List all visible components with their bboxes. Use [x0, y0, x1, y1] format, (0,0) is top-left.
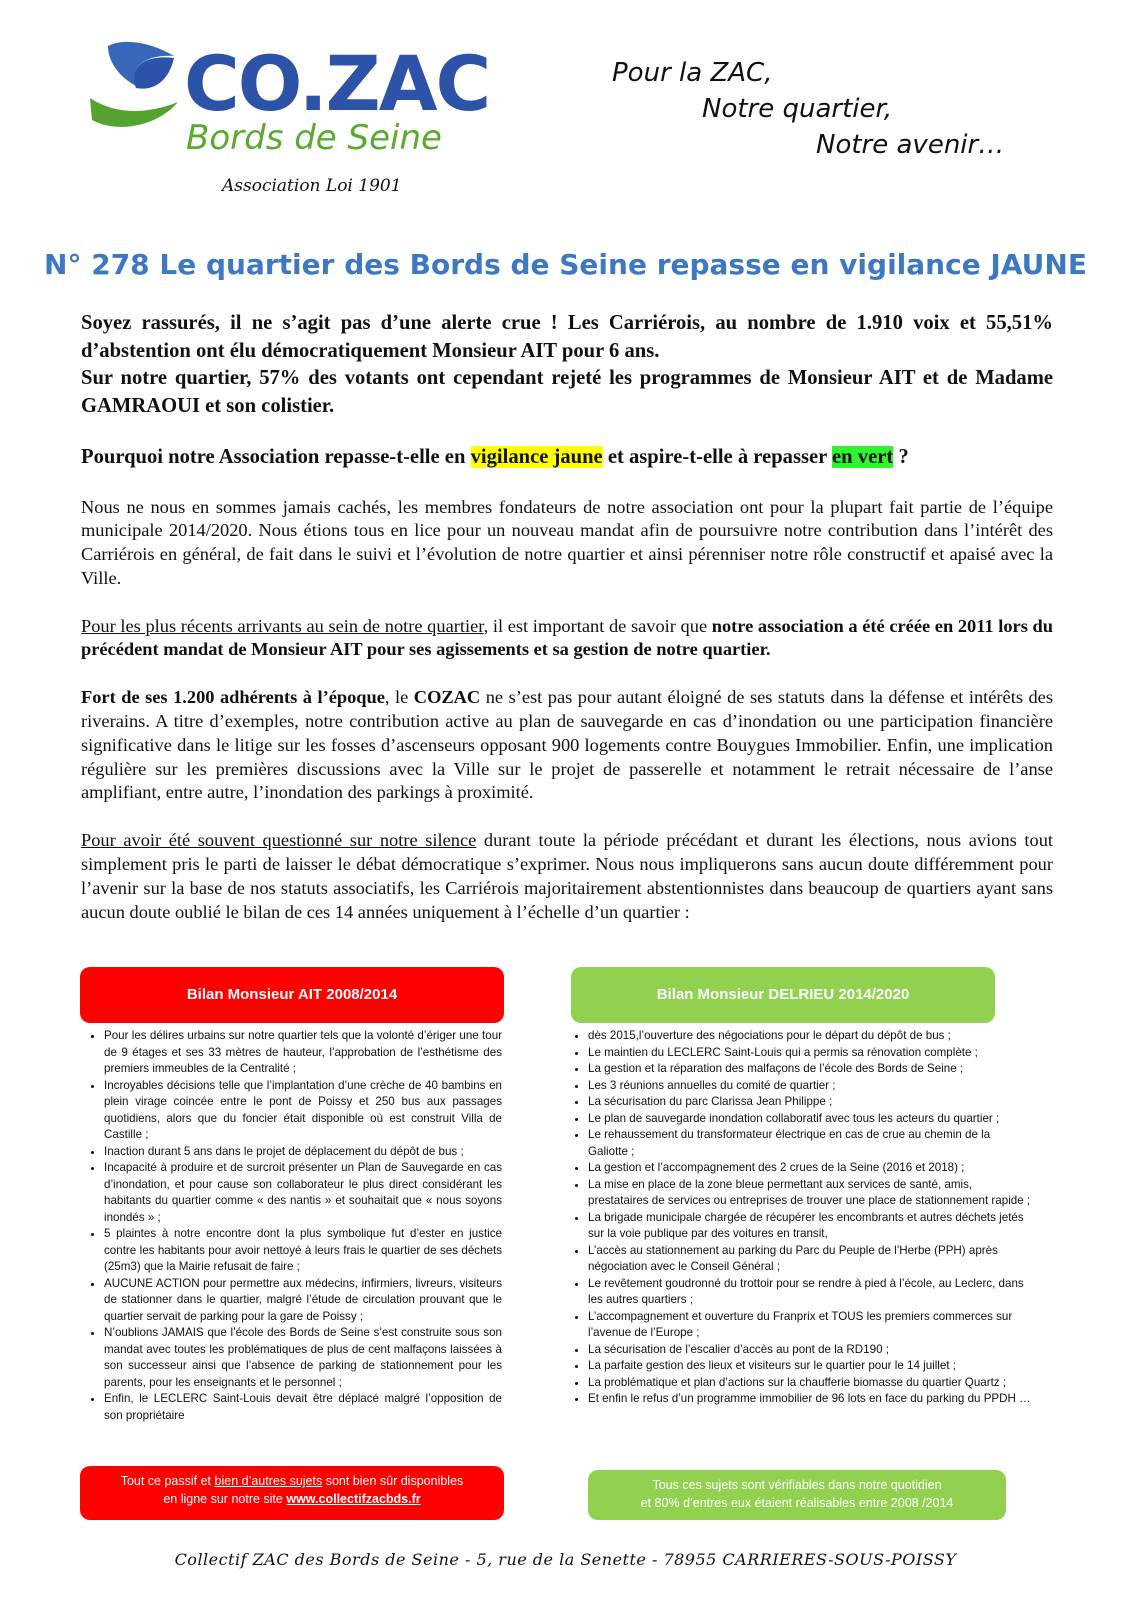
article-body	[81, 310, 1053, 948]
left-list-item: • Enfin, le LECLERC Saint-Louis devait être déplacé malgré l’opposition de son propriétaire	[104, 1391, 502, 1424]
tagline-line-3: Notre avenir…	[816, 130, 1005, 160]
left-list-item: • Incroyables décisions telle que l’implantation d’une crèche de 40 bambins en plein virage coincée entre le pont de Poissy et 250 bus aux passages quotidiens, alors que du foncier était disponible où est construit Villa de Castille ;	[104, 1078, 502, 1144]
right-list-item: • La sécurisation du parc Clarissa Jean Philippe ;	[588, 1094, 1032, 1111]
left-column-header: Bilan Monsieur AIT 2008/2014	[80, 967, 504, 1023]
logo-wordmark: CO.ZAC	[184, 39, 490, 128]
intro-line-2: Sur notre quartier, 57% des votants ont cependant rejeté les programmes de Monsieur AIT et de Madame GAMRAOUI et son colistier.	[81, 367, 1053, 417]
right-list-item: • Le plan de sauvegarde inondation collaboratif avec tous les acteurs du quartier ;	[588, 1111, 1032, 1128]
question-text-mid: et aspire-t-elle à repasser	[602, 446, 833, 468]
paragraph-3	[81, 686, 1053, 805]
right-list-item: • La gestion et la réparation des malfaçons de l’école des Bords de Seine ;	[588, 1061, 1032, 1078]
right-column-footer	[588, 1470, 1006, 1520]
left-list-item: • Incapacité à produire et de surcroit présenter un Plan de Sauvegarde en cas d’inondation, et pour cause son collaborateur le plus direct considérant les habitants du quartier comme « des nantis » et souhaitait que « nous soyons inondés » ;	[104, 1160, 502, 1226]
right-list-item: • La mise en place de la zone bleue permettant aux services de santé, amis, prestataires de services ou entreprises de trouver une place de stationnement rapide ;	[588, 1177, 1032, 1210]
tagline-line-1: Pour la ZAC,	[612, 58, 773, 88]
logo-subtitle: Bords de Seine	[186, 118, 442, 158]
right-column-list	[566, 1028, 1032, 1408]
intro-paragraph	[81, 310, 1053, 420]
page-title: N° 278 Le quartier des Bords de Seine repasse en vigilance JAUNE	[44, 248, 1087, 281]
paragraph-3-bold-1: Fort de ses 1.200 adhérents à l’époque	[81, 687, 385, 708]
right-list-item: • La brigade municipale chargée de récupérer les encombrants et autres déchets jetés sur la voie publique par des voitures en transit,	[588, 1210, 1032, 1243]
left-list-item: • Inaction durant 5 ans dans le projet de déplacement du dépôt de bus ;	[104, 1144, 502, 1161]
left-list-item: • 5 plaintes à notre encontre dont la plus symbolique fut d’ester en justice contre les habitants pour avoir nettoyé à leurs frais le quartier de ses déchets (25m3) que la Mairie refusait de faire ;	[104, 1226, 502, 1276]
left-list-item: • Pour les délires urbains sur notre quartier tels que la volonté d’ériger une tour de 9 étages et ses 33 mètres de hauteur, l’approbation de l’esthétisme des premiers immeubles de la Centralité ;	[104, 1028, 502, 1078]
left-footer-text-2: sont bien sûr disponibles	[322, 1474, 464, 1488]
left-column-list	[82, 1028, 502, 1424]
right-list-item: • Le revêtement goudronné du trottoir pour se rendre à pied à l’école, au Leclerc, dans les autres quartiers ;	[588, 1276, 1032, 1309]
right-column-header: Bilan Monsieur DELRIEU 2014/2020	[571, 967, 995, 1023]
paragraph-3-bold-2: COZAC	[413, 687, 481, 708]
question-paragraph	[81, 444, 1053, 472]
paragraph-2	[81, 615, 1053, 663]
highlight-green: en vert	[832, 446, 894, 468]
paragraph-3-text-1: , le	[384, 687, 414, 708]
paragraph-4-underline: Pour avoir été souvent questionné sur notre silence	[81, 830, 477, 851]
right-list-item: • Le maintien du LECLERC Saint-Louis qui a permis sa rénovation complète ;	[588, 1045, 1032, 1062]
right-list-item: • La problématique et plan d’actions sur la chaufferie biomasse du quartier Quartz ;	[588, 1375, 1032, 1392]
heart-swoosh-icon	[88, 36, 198, 136]
paragraph-2-bold: notre association a été créée en 2011 lors du précédent mandat de Monsieur AIT pour ses agissements et sa gestion de notre quartier.	[81, 615, 1053, 660]
logo-association: Association Loi 1901	[222, 176, 402, 196]
paragraph-3-text-2: ne s’est pas pour autant éloigné de ses statuts dans la défense et intérêts des riverains. A titre d’exemples, notre contribution active au plan de sauvegarde en cas d’inondation ou une participation financière significative dans le litige sur les fosses d’ascenseurs opposant 900 logements contre Bouygues Immobilier. Enfin, une implication régulière sur les premières discussions avec la Ville sur le projet de passerelle et notamment le retrait nécessaire de l’anse amplifiant, entre autre, l’inondation des parkings à proximité.	[81, 687, 1053, 803]
paragraph-4-text: durant toute la période précédant et durant les élections, nous avions tout simplement pris le parti de laisser le débat démocratique s’exprimer. Nous nous impliquerons sans aucun doute différemment pour l’avenir sur la base de nos statuts associatifs, les Carriérois majoritairement abstentionnistes dans beaucoup de quartiers ayant sans aucun doute oublié le bilan de ces 14 années uniquement à l’échelle d’un quartier :	[81, 830, 1054, 922]
left-column-footer	[80, 1466, 504, 1520]
left-footer-line-2: en ligne sur notre site	[163, 1492, 287, 1506]
left-footer-text: Tout ce passif et	[120, 1474, 215, 1488]
right-footer-line-1: Tous ces sujets sont vérifiables dans notre quotidien	[652, 1478, 942, 1492]
tagline-line-2: Notre quartier,	[702, 94, 893, 124]
right-list-item: • Les 3 réunions annuelles du comité de quartier ;	[588, 1078, 1032, 1095]
left-list-item: • AUCUNE ACTION pour permettre aux médecins, infirmiers, livreurs, visiteurs de stationner dans le quartier, malgré l’étude de circulation prouvant que le quartier servait de parking pour la gare de Poissy ;	[104, 1276, 502, 1326]
right-list-item: • dès 2015,l’ouverture des négociations pour le départ du dépôt de bus ;	[588, 1028, 1032, 1045]
highlight-yellow: vigilance jaune	[470, 446, 603, 468]
question-text: Pourquoi notre Association repasse-t-elle en	[81, 446, 471, 468]
paragraph-2-underline: Pour les plus récents arrivants au sein de notre quartier	[81, 615, 484, 636]
left-footer-underline: bien d’autres sujets	[214, 1474, 323, 1488]
website-link[interactable]: www.collectifzacbds.fr	[286, 1492, 421, 1506]
right-footer-line-2: et 80% d’entres eux étaient réalisables entre 2008 /2014	[640, 1496, 954, 1510]
intro-line-1: Soyez rassurés, il ne s’agit pas d’une alerte crue ! Les Carriérois, au nombre de 1.910 voix et 55,51% d’abstention ont élu démocratiquement Monsieur AIT pour 6 ans.	[81, 312, 1053, 362]
logo	[88, 36, 508, 196]
question-text-end: ?	[893, 446, 909, 468]
paragraph-2-text: , il est important de savoir que	[483, 615, 712, 636]
left-list-item: • N’oublions JAMAIS que l’école des Bords de Seine s’est construite sous son mandat avec toutes les problématiques de plus de cent malfaçons laissées à son successeur ainsi que l’absence de parking de stationnement pour les parents, pour les enseignants et le personnel ;	[104, 1325, 502, 1391]
right-list-item: • L’accès au stationnement au parking du Parc du Peuple de l’Herbe (PPH) après négociation avec le Conseil Général ;	[588, 1243, 1032, 1276]
paragraph-4	[81, 829, 1053, 924]
right-list-item: • La gestion et l’accompagnement des 2 crues de la Seine (2016 et 2018) ;	[588, 1160, 1032, 1177]
right-list-item: • Le rehaussement du transformateur électrique en cas de crue au chemin de la Galiotte ;	[588, 1127, 1032, 1160]
right-list-item: • La parfaite gestion des lieux et visiteurs sur le quartier pour le 14 juillet ;	[588, 1358, 1032, 1375]
right-list-item: • Et enfin le refus d’un programme immobilier de 96 lots en face du parking du PPDH …	[588, 1391, 1032, 1408]
right-list-item: • L’accompagnement et ouverture du Franprix et TOUS les premiers commerces sur l’avenue de l’Europe ;	[588, 1309, 1032, 1342]
right-list-item: • La sécurisation de l’escalier d’accès au pont de la RD190 ;	[588, 1342, 1032, 1359]
paragraph-1: Nous ne nous en sommes jamais cachés, les membres fondateurs de notre association ont pour la plupart fait partie de l’équipe municipale 2014/2020. Nous étions tous en lice pour un nouveau mandat afin de poursuivre notre contribution dans l’intérêt des Carriérois en général, de fait dans le suivi et l’évolution de notre quartier et ainsi pérenniser notre rôle constructif et apaisé avec la Ville.	[81, 496, 1053, 588]
page-footer: Collectif ZAC des Bords de Seine - 5, rue de la Senette - 78955 CARRIERES-SOUS-POISSY	[174, 1550, 957, 1569]
